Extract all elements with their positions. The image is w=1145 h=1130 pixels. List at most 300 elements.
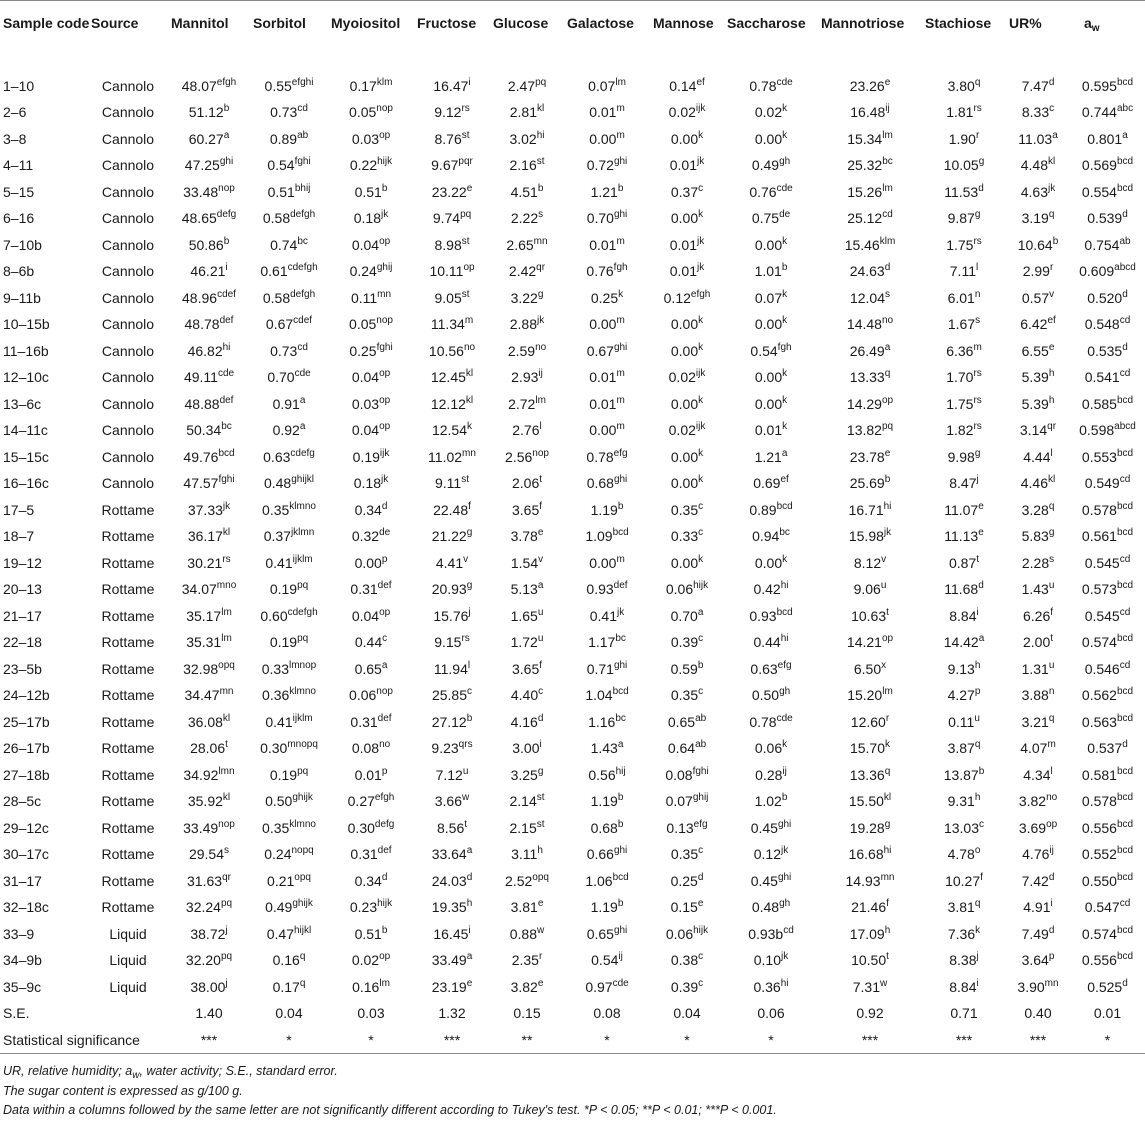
cell-value: 11.13 (944, 528, 979, 545)
cell-sorbitol (250, 894, 328, 921)
cell-ur (1006, 762, 1070, 789)
cell-source: Cannolo (101, 475, 155, 492)
cell-value: 3.82 (510, 978, 538, 995)
cell-myoiositol (328, 788, 414, 815)
cell-fructose (414, 735, 490, 762)
tukey-letters: bcd (1116, 182, 1134, 194)
cell-value: 0.37 (263, 528, 291, 545)
cell-value: 47.57 (183, 475, 219, 492)
tukey-letters: st (536, 156, 545, 168)
cell-saccharose (724, 974, 818, 1001)
table-row (0, 258, 1145, 285)
table-row (0, 205, 1145, 232)
tukey-letters: ghi (613, 659, 628, 671)
cell-value: 49.11 (183, 369, 218, 386)
cell-value: 11.02 (428, 448, 463, 465)
cell-sorbitol (250, 391, 328, 418)
tukey-letters: lm (882, 686, 893, 698)
cell-water-activity (1070, 523, 1145, 550)
cell-stachiose (922, 179, 1006, 206)
tukey-letters: e (978, 527, 984, 539)
tukey-letters: defg (216, 209, 237, 221)
cell-value: 5.13 (510, 581, 538, 598)
cell-ur (1006, 311, 1070, 338)
cell-value: 0.569 (1081, 157, 1117, 174)
cell-value: 0.68 (590, 819, 618, 836)
tukey-letters: st (461, 129, 470, 141)
cell-stachiose (922, 417, 1006, 444)
cell-mannose (650, 152, 724, 179)
cell-saccharose (724, 179, 818, 206)
cell-ur (1006, 788, 1070, 815)
cell-fructose (414, 126, 490, 153)
table-row (0, 788, 1145, 815)
tukey-letters: pqr (458, 156, 473, 168)
cell-value: 9.11 (435, 475, 462, 492)
tukey-letters: u (1048, 659, 1055, 671)
tukey-letters: lm (615, 77, 626, 88)
cell-mannitol (168, 841, 250, 868)
cell-value: 0.00 (589, 554, 617, 571)
tukey-letters: hi (780, 977, 789, 989)
cell-saccharose (724, 391, 818, 418)
tukey-letters: fghi (692, 765, 709, 777)
cell-value: 0.574 (1081, 925, 1117, 942)
tukey-letters: c (698, 951, 704, 963)
tukey-letters: bcd (218, 447, 235, 459)
cell-glucose (490, 868, 564, 895)
cell-galactose (564, 921, 650, 948)
table-row (0, 59, 1145, 99)
tukey-letters: ijklm (292, 553, 313, 565)
cell-value: 3.90 (1017, 978, 1045, 995)
cell-sorbitol (250, 762, 328, 789)
cell-value: 0.78 (586, 448, 614, 465)
cell-value: 0.69 (753, 475, 781, 492)
cell-saccharose (724, 709, 818, 736)
tukey-letters: no (463, 341, 476, 353)
cell-value: 1.04 (585, 687, 613, 704)
tukey-letters: efg (613, 447, 628, 459)
cell-value: 0.12 (753, 846, 781, 863)
tukey-letters: pq (220, 898, 233, 910)
cell-myoiositol (328, 603, 414, 630)
cell-value: 10.63 (851, 607, 887, 624)
cell-value: 0.41 (265, 713, 293, 730)
table-row (0, 921, 1145, 948)
tukey-letters: rs (973, 235, 982, 247)
cell-ur (1006, 232, 1070, 259)
cell-saccharose (724, 629, 818, 656)
tukey-letters: opq (218, 659, 235, 671)
cell-value: 3.82 (1018, 793, 1047, 810)
table-row (0, 974, 1145, 1001)
tukey-letters: jk (781, 951, 789, 963)
cell-mannotriose (818, 497, 922, 524)
cell-glucose (490, 656, 564, 683)
cell-value: 0.11 (350, 289, 378, 306)
cell-value: 6.26 (1022, 607, 1051, 624)
cell-galactose (564, 285, 650, 312)
cell-ur (1006, 444, 1070, 471)
cell-value: 0.562 (1081, 687, 1117, 704)
cell-value: 0.58 (262, 210, 291, 227)
cell-sample-code: 24–12b (3, 687, 50, 704)
tukey-letters: cd (1119, 315, 1131, 327)
cell-value: 36.08 (187, 713, 223, 730)
cell-value: 0.30 (347, 819, 375, 836)
cell-galactose (564, 682, 650, 709)
cell-value: 0.01 (669, 236, 697, 253)
cell-ur (1006, 629, 1070, 656)
tukey-letters: efgh (374, 792, 395, 804)
cell-value: 0.28 (755, 766, 783, 783)
cell-galactose (564, 788, 650, 815)
tukey-letters: jk (537, 315, 545, 327)
cell-value: 3.66 (434, 793, 462, 810)
cell-value: 6.42 (1020, 316, 1048, 333)
tukey-letters: e (537, 977, 544, 989)
cell-galactose (564, 815, 650, 842)
cell-saccharose (724, 285, 818, 312)
tukey-letters: a (223, 129, 230, 141)
tukey-letters: ij (885, 103, 890, 115)
cell-fructose (414, 311, 490, 338)
cell-value: 7.31 (852, 978, 880, 995)
cell-value: 0.44 (354, 634, 383, 651)
cell-sample-code: 33–9 (3, 925, 35, 942)
cell-water-activity (1070, 921, 1145, 948)
tukey-letters: pq (297, 765, 309, 777)
cell-value: 10.56 (428, 342, 464, 359)
cell-value: 0.39 (670, 978, 699, 995)
cell-sample-code: 12–10c (3, 369, 49, 386)
cell-value: 11.68 (944, 581, 979, 598)
tukey-letters: cd (783, 924, 794, 936)
tukey-letters: bc (297, 235, 308, 247)
tukey-letters: no (535, 341, 547, 353)
header-mannose: Mannose (653, 15, 714, 31)
cell-value: 0.63 (263, 448, 291, 465)
cell-value: 4.27 (947, 687, 975, 704)
cell-galactose (564, 974, 650, 1001)
tukey-letters: rs (973, 421, 982, 433)
cell-source: Cannolo (101, 263, 155, 280)
cell-mannose (650, 947, 724, 974)
cell-value: 11.94 (433, 660, 468, 677)
cell-value: 0.27 (347, 793, 375, 810)
cell-value: 15.46 (844, 236, 880, 253)
cell-saccharose (724, 841, 818, 868)
header-glucose: Glucose (493, 15, 549, 31)
cell-value: 4.78 (947, 846, 975, 863)
cell-glucose (490, 788, 564, 815)
tukey-letters: j (225, 977, 228, 989)
cell-value: 0.18 (353, 475, 381, 492)
cell-myoiositol (328, 364, 414, 391)
cell-value: 0.00 (670, 554, 699, 571)
cell-sample-code: 17–5 (3, 501, 35, 518)
cell-myoiositol (328, 497, 414, 524)
tukey-letters: def (219, 315, 234, 327)
cell-water-activity (1070, 841, 1145, 868)
cell-sample-code: 4–11 (3, 157, 34, 174)
tukey-letters: l (539, 421, 542, 433)
cell-saccharose (724, 815, 818, 842)
cell-sorbitol (250, 417, 328, 444)
tukey-letters: kl (1048, 156, 1056, 168)
cell-value: 0.58 (262, 289, 291, 306)
cell-value: 0.573 (1081, 581, 1117, 598)
cell-value: 0.00 (754, 395, 783, 412)
cell-galactose (564, 338, 650, 365)
cell-ur (1006, 709, 1070, 736)
cell-saccharose (724, 921, 818, 948)
tukey-letters: de (379, 527, 391, 539)
tukey-letters: a (697, 606, 704, 618)
tukey-letters: d (381, 500, 388, 512)
cell-mannitol (168, 391, 250, 418)
cell-sorbitol (250, 232, 328, 259)
cell-mannotriose (818, 258, 922, 285)
cell-mannitol (168, 682, 250, 709)
cell-ur (1006, 921, 1070, 948)
cell-value: 0.91 (272, 395, 300, 412)
cell-value: 0.585 (1081, 395, 1117, 412)
cell-fructose (414, 788, 490, 815)
cell-stachiose: 0.71 (950, 1005, 978, 1022)
cell-fructose (414, 841, 490, 868)
cell-stachiose (922, 550, 1006, 577)
cell-ur (1006, 576, 1070, 603)
tukey-letters: d (884, 262, 891, 274)
tukey-letters: b (617, 818, 624, 830)
cell-stachiose (922, 258, 1006, 285)
cell-value: 0.02 (754, 104, 783, 121)
cell-value: 0.609 (1079, 263, 1115, 280)
cell-value: 0.539 (1087, 210, 1123, 227)
tukey-letters: i (976, 977, 979, 989)
tukey-letters: kl (1048, 474, 1056, 486)
cell-galactose (564, 497, 650, 524)
cell-fructose (414, 762, 490, 789)
cell-saccharose (724, 258, 818, 285)
cell-galactose (564, 868, 650, 895)
cell-myoiositol (328, 444, 414, 471)
cell-source: Rottame (101, 740, 155, 757)
cell-mannotriose (818, 444, 922, 471)
cell-ur (1006, 99, 1070, 126)
tukey-letters: cd (297, 341, 308, 353)
tukey-letters: e (1048, 341, 1055, 353)
cell-fructose (414, 364, 490, 391)
cell-fructose (414, 629, 490, 656)
cell-sample-code: 1–10 (3, 78, 35, 94)
tukey-letters: t (886, 951, 889, 963)
cell-mannitol (168, 497, 250, 524)
cell-value: 3.69 (1018, 819, 1047, 836)
cell-ur (1006, 603, 1070, 630)
cell-fructose (414, 603, 490, 630)
cell-sample-code: 29–12c (3, 819, 49, 836)
tukey-letters: a (381, 659, 388, 671)
cell-fructose (414, 868, 490, 895)
cell-value: 0.74 (270, 236, 298, 253)
cell-galactose (564, 576, 650, 603)
cell-stachiose (922, 338, 1006, 365)
tukey-letters: h (1048, 394, 1055, 406)
cell-fructose (414, 444, 490, 471)
tukey-letters: pq (535, 77, 547, 88)
cell-mannose (650, 629, 724, 656)
cell-value: 0.75 (751, 210, 780, 227)
tukey-letters: klm (376, 77, 393, 88)
tukey-letters: bc (615, 712, 626, 724)
cell-value: 23.19 (431, 978, 467, 995)
tukey-letters: lmn (218, 765, 235, 777)
cell-sorbitol (250, 656, 328, 683)
tukey-letters: nop (376, 686, 393, 698)
cell-value: 0.31 (350, 846, 378, 863)
cell-sample-code: 11–16b (3, 342, 49, 359)
tukey-letters: b (223, 235, 230, 247)
table-row (0, 99, 1145, 126)
cell-fructose (414, 99, 490, 126)
cell-value: 32.24 (185, 899, 221, 916)
tukey-letters: c (698, 686, 704, 698)
cell-ur (1006, 391, 1070, 418)
cell-value: 0.548 (1084, 316, 1120, 333)
tukey-letters: m (616, 129, 625, 141)
table-row (0, 550, 1145, 577)
cell-source: Cannolo (101, 130, 155, 147)
cell-mannitol (168, 523, 250, 550)
cell-saccharose (724, 682, 818, 709)
cell-value: 0.14 (669, 78, 697, 94)
cell-value: 48.88 (184, 395, 220, 412)
cell-value: 14.21 (846, 634, 882, 651)
tukey-letters: bc (221, 421, 232, 433)
tukey-letters: k (698, 447, 704, 459)
cell-value: 4.40 (510, 687, 539, 704)
cell-sorbitol (250, 59, 328, 99)
tukey-letters: h (974, 659, 981, 671)
cell-value: 0.01 (589, 395, 617, 412)
cell-value: 1.75 (946, 395, 974, 412)
cell-value: 50.86 (188, 236, 224, 253)
cell-value: 3.65 (511, 501, 540, 518)
tukey-letters: bcd (1116, 447, 1134, 459)
tukey-letters: rs (461, 103, 470, 115)
cell-sample-code: 14–11c (3, 422, 48, 439)
cell-value: 0.04 (351, 369, 380, 386)
tukey-letters: op (881, 394, 894, 406)
cell-mannitol (168, 603, 250, 630)
tukey-letters: k (975, 924, 981, 936)
tukey-letters: g (1048, 527, 1055, 539)
tukey-letters: jk (781, 845, 789, 857)
cell-ur (1006, 497, 1070, 524)
tukey-letters: i (1050, 898, 1053, 910)
cell-mannose (650, 815, 724, 842)
cell-value: 3.00 (512, 740, 540, 757)
cell-value: 1.19 (590, 501, 618, 518)
tukey-letters: fghi (218, 474, 235, 486)
cell-mannotriose (818, 894, 922, 921)
tukey-letters: g (537, 765, 544, 777)
tukey-letters: ghijk (292, 898, 313, 910)
cell-value: 0.545 (1084, 607, 1120, 624)
cell-value: 0.34 (354, 872, 382, 889)
cell-value: 0.754 (1084, 236, 1120, 253)
tukey-letters: gh (779, 898, 791, 910)
cell-myoiositol (328, 682, 414, 709)
cell-source: Rottame (101, 501, 155, 518)
tukey-letters: b (617, 500, 624, 512)
cell-source: Rottame (101, 634, 155, 651)
cell-value: 2.65 (506, 236, 534, 253)
cell-value: 2.72 (508, 395, 536, 412)
cell-stachiose (922, 894, 1006, 921)
cell-value: 11.07 (944, 501, 979, 518)
tukey-letters: f (539, 500, 543, 512)
cell-water-activity (1070, 788, 1145, 815)
cell-value: 0.07 (754, 289, 783, 306)
tukey-letters: p (974, 686, 981, 698)
cell-sample-code: 23–5b (3, 660, 42, 677)
cell-galactose (564, 417, 650, 444)
tukey-letters: k (782, 394, 788, 406)
tukey-letters: defgh (290, 209, 316, 221)
cell-value: 0.24 (264, 846, 292, 863)
tukey-letters: w (880, 977, 888, 989)
cell-myoiositol (328, 179, 414, 206)
cell-value: 0.552 (1081, 846, 1117, 863)
cell-stachiose (922, 788, 1006, 815)
cell-value: 15.26 (847, 183, 883, 200)
cell-galactose (564, 391, 650, 418)
cell-water-activity (1070, 550, 1145, 577)
cell-value: 1.19 (590, 899, 618, 916)
cell-value: 2.22 (510, 210, 539, 227)
cell-glucose (490, 285, 564, 312)
tukey-letters: b (617, 182, 624, 194)
cell-value: 0.67 (586, 342, 614, 359)
cell-mannotriose (818, 311, 922, 338)
cell-value: 13.87 (943, 766, 979, 783)
cell-glucose (490, 815, 564, 842)
cell-ur (1006, 417, 1070, 444)
cell-water-activity (1070, 735, 1145, 762)
cell-value: 1.16 (588, 713, 616, 730)
cell-value: 0.550 (1081, 872, 1117, 889)
cell-mannose (650, 497, 724, 524)
cell-value: 35.17 (186, 607, 222, 624)
tukey-letters: k (782, 368, 788, 380)
tukey-letters: ijklm (292, 712, 313, 724)
cell-mannitol: 1.40 (195, 1005, 223, 1022)
cell-mannitol (168, 126, 250, 153)
cell-saccharose (724, 126, 818, 153)
tukey-letters: op (379, 606, 391, 618)
cell-value: 0.00 (670, 316, 699, 333)
cell-value: 60.27 (188, 130, 224, 147)
tukey-letters: k (782, 129, 788, 141)
cell-myoiositol (328, 762, 414, 789)
tukey-letters: r (885, 712, 890, 724)
cell-source: Liquid (109, 952, 147, 969)
cell-sample-code: 27–18b (3, 766, 50, 783)
